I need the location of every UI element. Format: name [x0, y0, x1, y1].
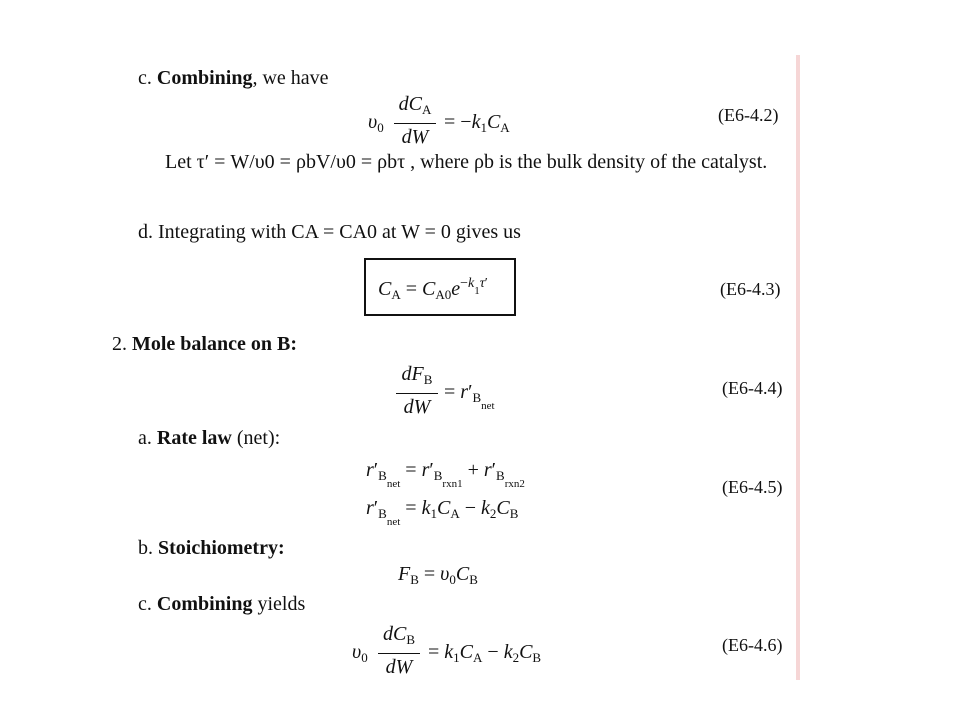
step-d-integrating: [138, 222, 521, 242]
equation-number-e6-4-3: (E6-4.3): [720, 279, 781, 299]
eq-lhs-coefficient: $\upsilon_0$: [352, 641, 368, 665]
step-marker: d.: [138, 221, 153, 243]
step-a-rate-law: [138, 428, 280, 448]
step-bold-label: Combining: [156, 67, 253, 89]
step-c-combining-heading: [138, 68, 329, 88]
eq-rhs: = $r'_{B_{net}}$: [444, 381, 495, 412]
equation-number: (E6-4.6): [722, 635, 783, 655]
step-marker: b.: [138, 537, 153, 559]
equation-number: (E6-4.2): [718, 105, 779, 125]
step-b-stoichiometry: [138, 538, 285, 558]
step-c-combining-yields: [138, 594, 305, 614]
section-bold-label: Mole balance on B:: [132, 333, 297, 355]
eq-fraction: $dC_A$ dW: [394, 92, 436, 149]
eq-line-1: $r'_{B_{net}} = r'_{B_{rxn1}} + r'_{B_{rxn2}}$: [366, 459, 525, 490]
step-bold-label: Rate law: [156, 427, 232, 449]
section-2-heading: [112, 334, 297, 354]
step-bold-label: Combining: [156, 593, 253, 615]
step-text: (net):: [231, 427, 281, 449]
page-edge-shadow: [796, 55, 800, 680]
step-text: Integrating with CA = CA0 at W = 0 gives us: [158, 221, 521, 243]
equation-number: (E6-4.4): [722, 378, 783, 398]
eq-fraction: $dC_B$ dW: [378, 622, 420, 679]
eq-rhs: = $k_1C_A - k_2C_B$: [428, 641, 542, 665]
definition-line: [165, 152, 767, 172]
step-text: , we have: [252, 67, 329, 89]
step-marker: a.: [138, 427, 152, 449]
eq-lhs-coefficient: $\upsilon_0$: [368, 111, 384, 135]
eq-line-2: $r'_{B_{net}} = k_1C_A - k_2C_B$: [366, 497, 519, 528]
step-text: yields: [252, 593, 306, 615]
step-marker: c.: [138, 67, 152, 89]
eq-stoichiometry: $F_B = \upsilon_0C_B$: [398, 563, 478, 587]
step-bold-label: Stoichiometry:: [158, 537, 285, 559]
eq-fraction: $dF_B$ dW: [396, 362, 438, 419]
section-marker: 2.: [112, 333, 127, 355]
eq-rhs: = $-k_1C_A$: [444, 111, 510, 135]
definition-text: Let τ′ = W/υ0 = ρbV/υ0 = ρbτ , where ρb is the bulk density of the catalyst.: [165, 151, 768, 173]
eq-boxed-result-expression: $C_A = C_{A0}e^{-k_1\tau'}$: [378, 276, 488, 302]
equation-number: (E6-4.5): [722, 477, 783, 497]
step-marker: c.: [138, 593, 152, 615]
